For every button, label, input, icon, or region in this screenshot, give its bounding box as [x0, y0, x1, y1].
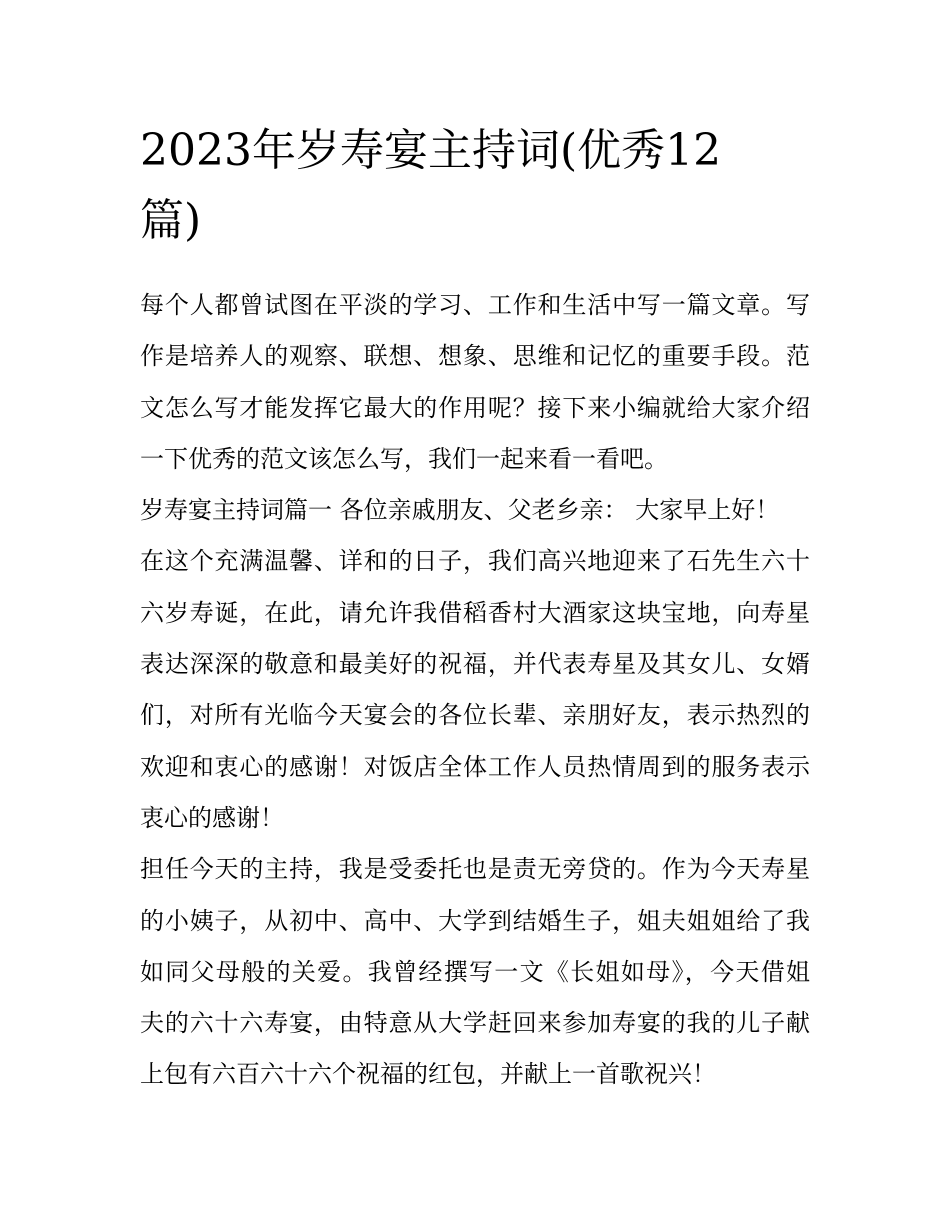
- text-line: 表达深深的敬意和最美好的祝福，并代表寿星及其女儿、女婿: [140, 650, 810, 679]
- text-line: 作是培养人的观察、联想、想象、思维和记忆的重要手段。范: [140, 342, 810, 371]
- text-line: 的小姨子，从初中、高中、大学到结婚生子，姐夫姐姐给了我: [140, 906, 810, 935]
- title-line-2: 篇): [140, 195, 202, 246]
- title-line-1: 2023年岁寿宴主持词(优秀12: [140, 125, 722, 176]
- text-line: 上包有六百六十六个祝福的红包，并献上一首歌祝兴！: [140, 1060, 716, 1089]
- text-line: 担任今天的主持，我是受委托也是责无旁贷的。作为今天寿星: [140, 855, 810, 884]
- document-body: [140, 280, 815, 1101]
- document-title: [140, 116, 820, 256]
- paragraph-greeting: [140, 485, 815, 536]
- paragraph-intro: [140, 280, 815, 485]
- text-line: 岁寿宴主持词篇一 各位亲戚朋友、父老乡亲： 大家早上好！: [140, 496, 780, 525]
- text-line: 衷心的感谢！: [140, 803, 284, 832]
- paragraph-welcome: [140, 536, 815, 844]
- text-line: 在这个充满温馨、详和的日子，我们高兴地迎来了石先生六十: [140, 547, 810, 576]
- text-line: 夫的六十六寿宴，由特意从大学赶回来参加寿宴的我的儿子献: [140, 1009, 810, 1038]
- paragraph-host: [140, 844, 815, 1100]
- text-line: 一下优秀的范文该怎么写，我们一起来看一看吧。: [140, 444, 668, 473]
- text-line: 每个人都曾试图在平淡的学习、工作和生活中写一篇文章。写: [140, 291, 810, 319]
- text-line: 们，对所有光临今天宴会的各位长辈、亲朋好友，表示热烈的: [140, 701, 810, 730]
- text-line: 如同父母般的关爱。我曾经撰写一文《长姐如母》，今天借姐: [140, 957, 810, 986]
- text-line: 六岁寿诞，在此，请允许我借稻香村大酒家这块宝地，向寿星: [140, 598, 810, 627]
- text-line: 欢迎和衷心的感谢！对饭店全体工作人员热情周到的服务表示: [140, 752, 810, 781]
- text-line: 文怎么写才能发挥它最大的作用呢？接下来小编就给大家介绍: [140, 393, 810, 422]
